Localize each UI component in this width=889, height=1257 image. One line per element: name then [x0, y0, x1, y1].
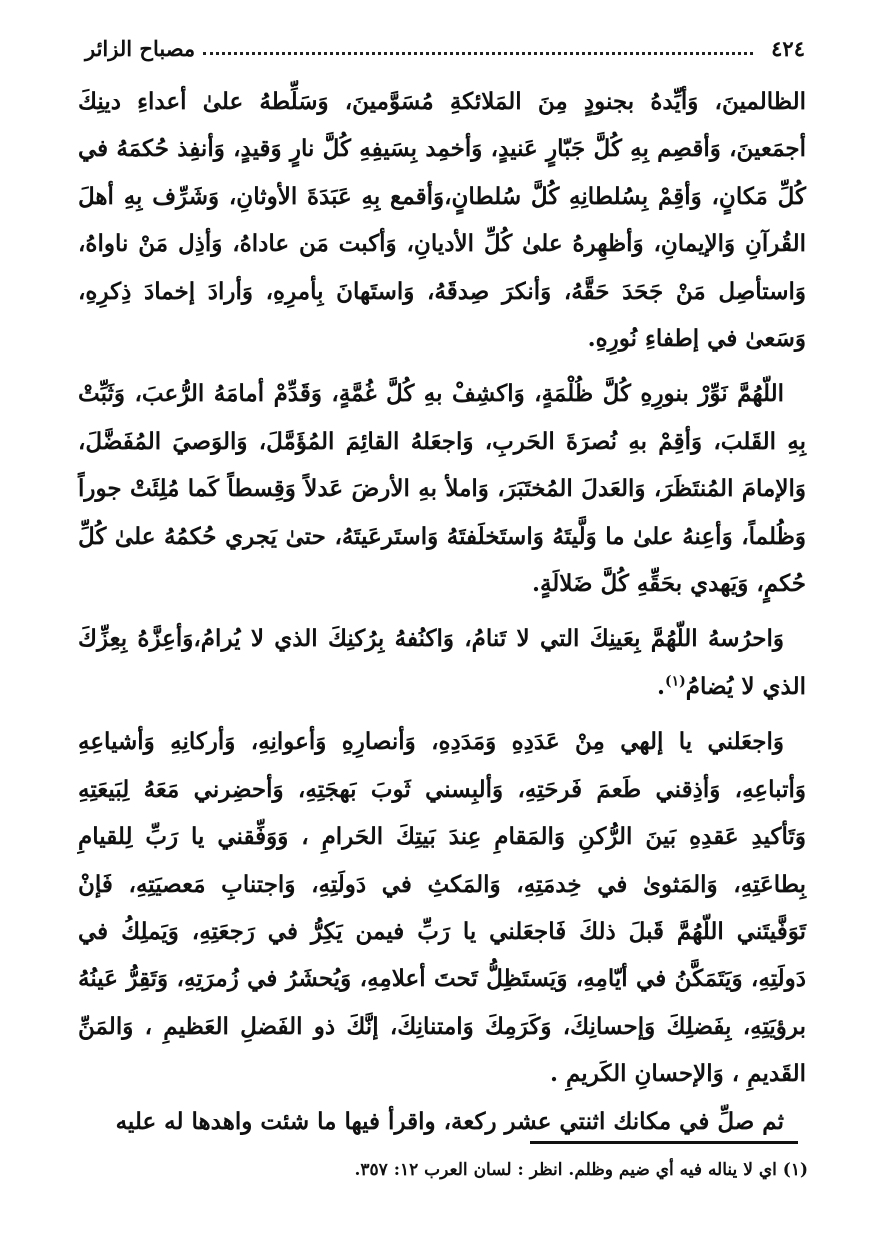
paragraph-3-text: وَاحرُسهُ اللّهُمَّ بِعَينِكَ التي لا تَنامُ، وَاكنُفهُ بِرُكنِكَ الذي لا يُرامُ،وَأعِزَّهُ بِعِزِّكَ الذي لا يُضامُ	[78, 625, 806, 700]
paragraph-3: وَاحرُسهُ اللّهُمَّ بِعَينِكَ التي لا تَنامُ، وَاكنُفهُ بِرُكنِكَ الذي لا يُرامُ،وَأعِزَّهُ بِعِزِّكَ الذي لا يُضامُ$^{(١)}$.	[78, 625, 806, 700]
running-title: مصباح الزائر	[85, 35, 196, 61]
paragraph-4: وَاجعَلني يا إلهي مِنْ عَدَدِهِ وَمَدَدِهِ، وَأنصارِهِ وَأعوانِهِ، وَأركانِهِ وَأشياعِهِ وَأتباعِهِ، وَأذِقني طَعمَ فَرحَتِهِ، وَألبِسني ثَوبَ بَهجَتِهِ، وَأحضِرني مَعَهُ لِبَيعَتِهِ وَتَأكيدِ عَقدِهِ بَينَ الرُّكنِ وَالمَقامِ عِندَ بَيتِكَ الحَرامِ ، وَوَفِّقني يا رَبِّ لِلقيامِ بِطاعَتِهِ، وَالمَثوىٰ في خِدمَتِهِ، وَالمَكثِ في دَولَتِهِ، وَاجتنابِ مَعصيَتِهِ، فَإنْ تَوَفَّيتَني اللّهُمَّ قَبلَ ذلكَ فَاجعَلني يا رَبِّ فيمن يَكِرُّ في رَجعَتِهِ، وَيَملِكُ في دَولَتِهِ، وَيَتَمَكَّنُ في أيّامِهِ، وَيَستَظِلُّ تَحتَ أعلامِهِ، وَيُحشَرُ في زُمرَتِهِ، وَتَقِرُّ عَينُهُ برؤيَتِهِ، بِفَضلِكَ وَإحسانِكَ، وَكَرَمِكَ وَامتنانِكَ، إنَّكَ ذو الفَضلِ العَظيمِ ، وَالمَنِّ القَديمِ ، وَالإحسانِ الكَريمِ .	[78, 728, 806, 1088]
footnote-separator	[530, 1141, 798, 1144]
page-header	[85, 28, 805, 68]
page-number: ٤٢٤	[771, 35, 805, 61]
main-text	[78, 78, 806, 1145]
paragraph-5: ثم صلِّ في مكانك اثنتي عشر ركعة، واقرأ فيها ما شئت واهدها له عليه	[115, 1107, 784, 1135]
footnote-reference: (١)	[665, 673, 686, 690]
paragraph-1: الظالمينَ، وَأيِّدهُ بجنودٍ مِنَ المَلائكةِ مُسَوَّمينَ، وَسَلِّطهُ علىٰ أعداءِ دينِكَ أجمَعينَ، وَأقصِم بِهِ كُلَّ جَبّارٍ عَنيدٍ، وَأخمِد بِسَيفِهِ كُلَّ نارٍ وَقيدٍ، وَأنفِذ حُكمَهُ في كُلِّ مَكانٍ، وَأقِمْ بِسُلطانِهِ كُلَّ سُلطانٍ،وَأقمع بِهِ عَبَدَةَ الأوثانِ، وَشَرِّف بِهِ أهلَ القُرآنِ وَالإيمانِ، وَأظهِرهُ علىٰ كُلِّ الأديانِ، وَأكبت مَن عاداهُ، وَأذِل مَنْ ناواهُ، وَاستأصِل مَنْ جَحَدَ حَقَّهُ، وَأنكرَ صِدقَهُ، وَاستَهانَ بِأمرِهِ، وَأرادَ إخمادَ ذِكرِهِ، وَسَعىٰ في إطفاءِ نُورِهِ.	[78, 88, 806, 353]
footnote: (١) اي لا يناله فيه أي ضيم وظلم. انظر : لسان العرب ١٢: ٣٥٧.	[354, 1160, 808, 1180]
paragraph-2: اللّهُمَّ نَوِّرْ بنورِهِ كُلَّ ظُلْمَةٍ، وَاكشِفْ بهِ كُلَّ غُمَّةٍ، وَقَدِّمْ أمامَهُ الرُّعبَ، وَثَبِّتْ بِهِ القَلبَ، وَأقِمْ بهِ نُصرَةَ الحَربِ، وَاجعَلهُ القائِمَ المُؤَمَّلَ، وَالوَصيَ المُفَضَّلَ، وَالإمامَ المُنتَظَرَ، وَالعَدلَ المُختَبَرَ، وَاملأ بهِ الأرضَ عَدلاً وَقِسطاً كَما مُلِئَتْ جوراً وَظُلماً، وَأعِنهُ علىٰ ما وَلَّيتَهُ وَاستَخلَفتَهُ وَاستَرعَيتَهُ، حتىٰ يَجري حُكمُهُ علىٰ كُلِّ حُكمٍ، وَيَهدي بحَقِّهِ كُلَّ ضَلالَةٍ.	[78, 380, 806, 598]
header-dot-leader	[203, 52, 753, 55]
